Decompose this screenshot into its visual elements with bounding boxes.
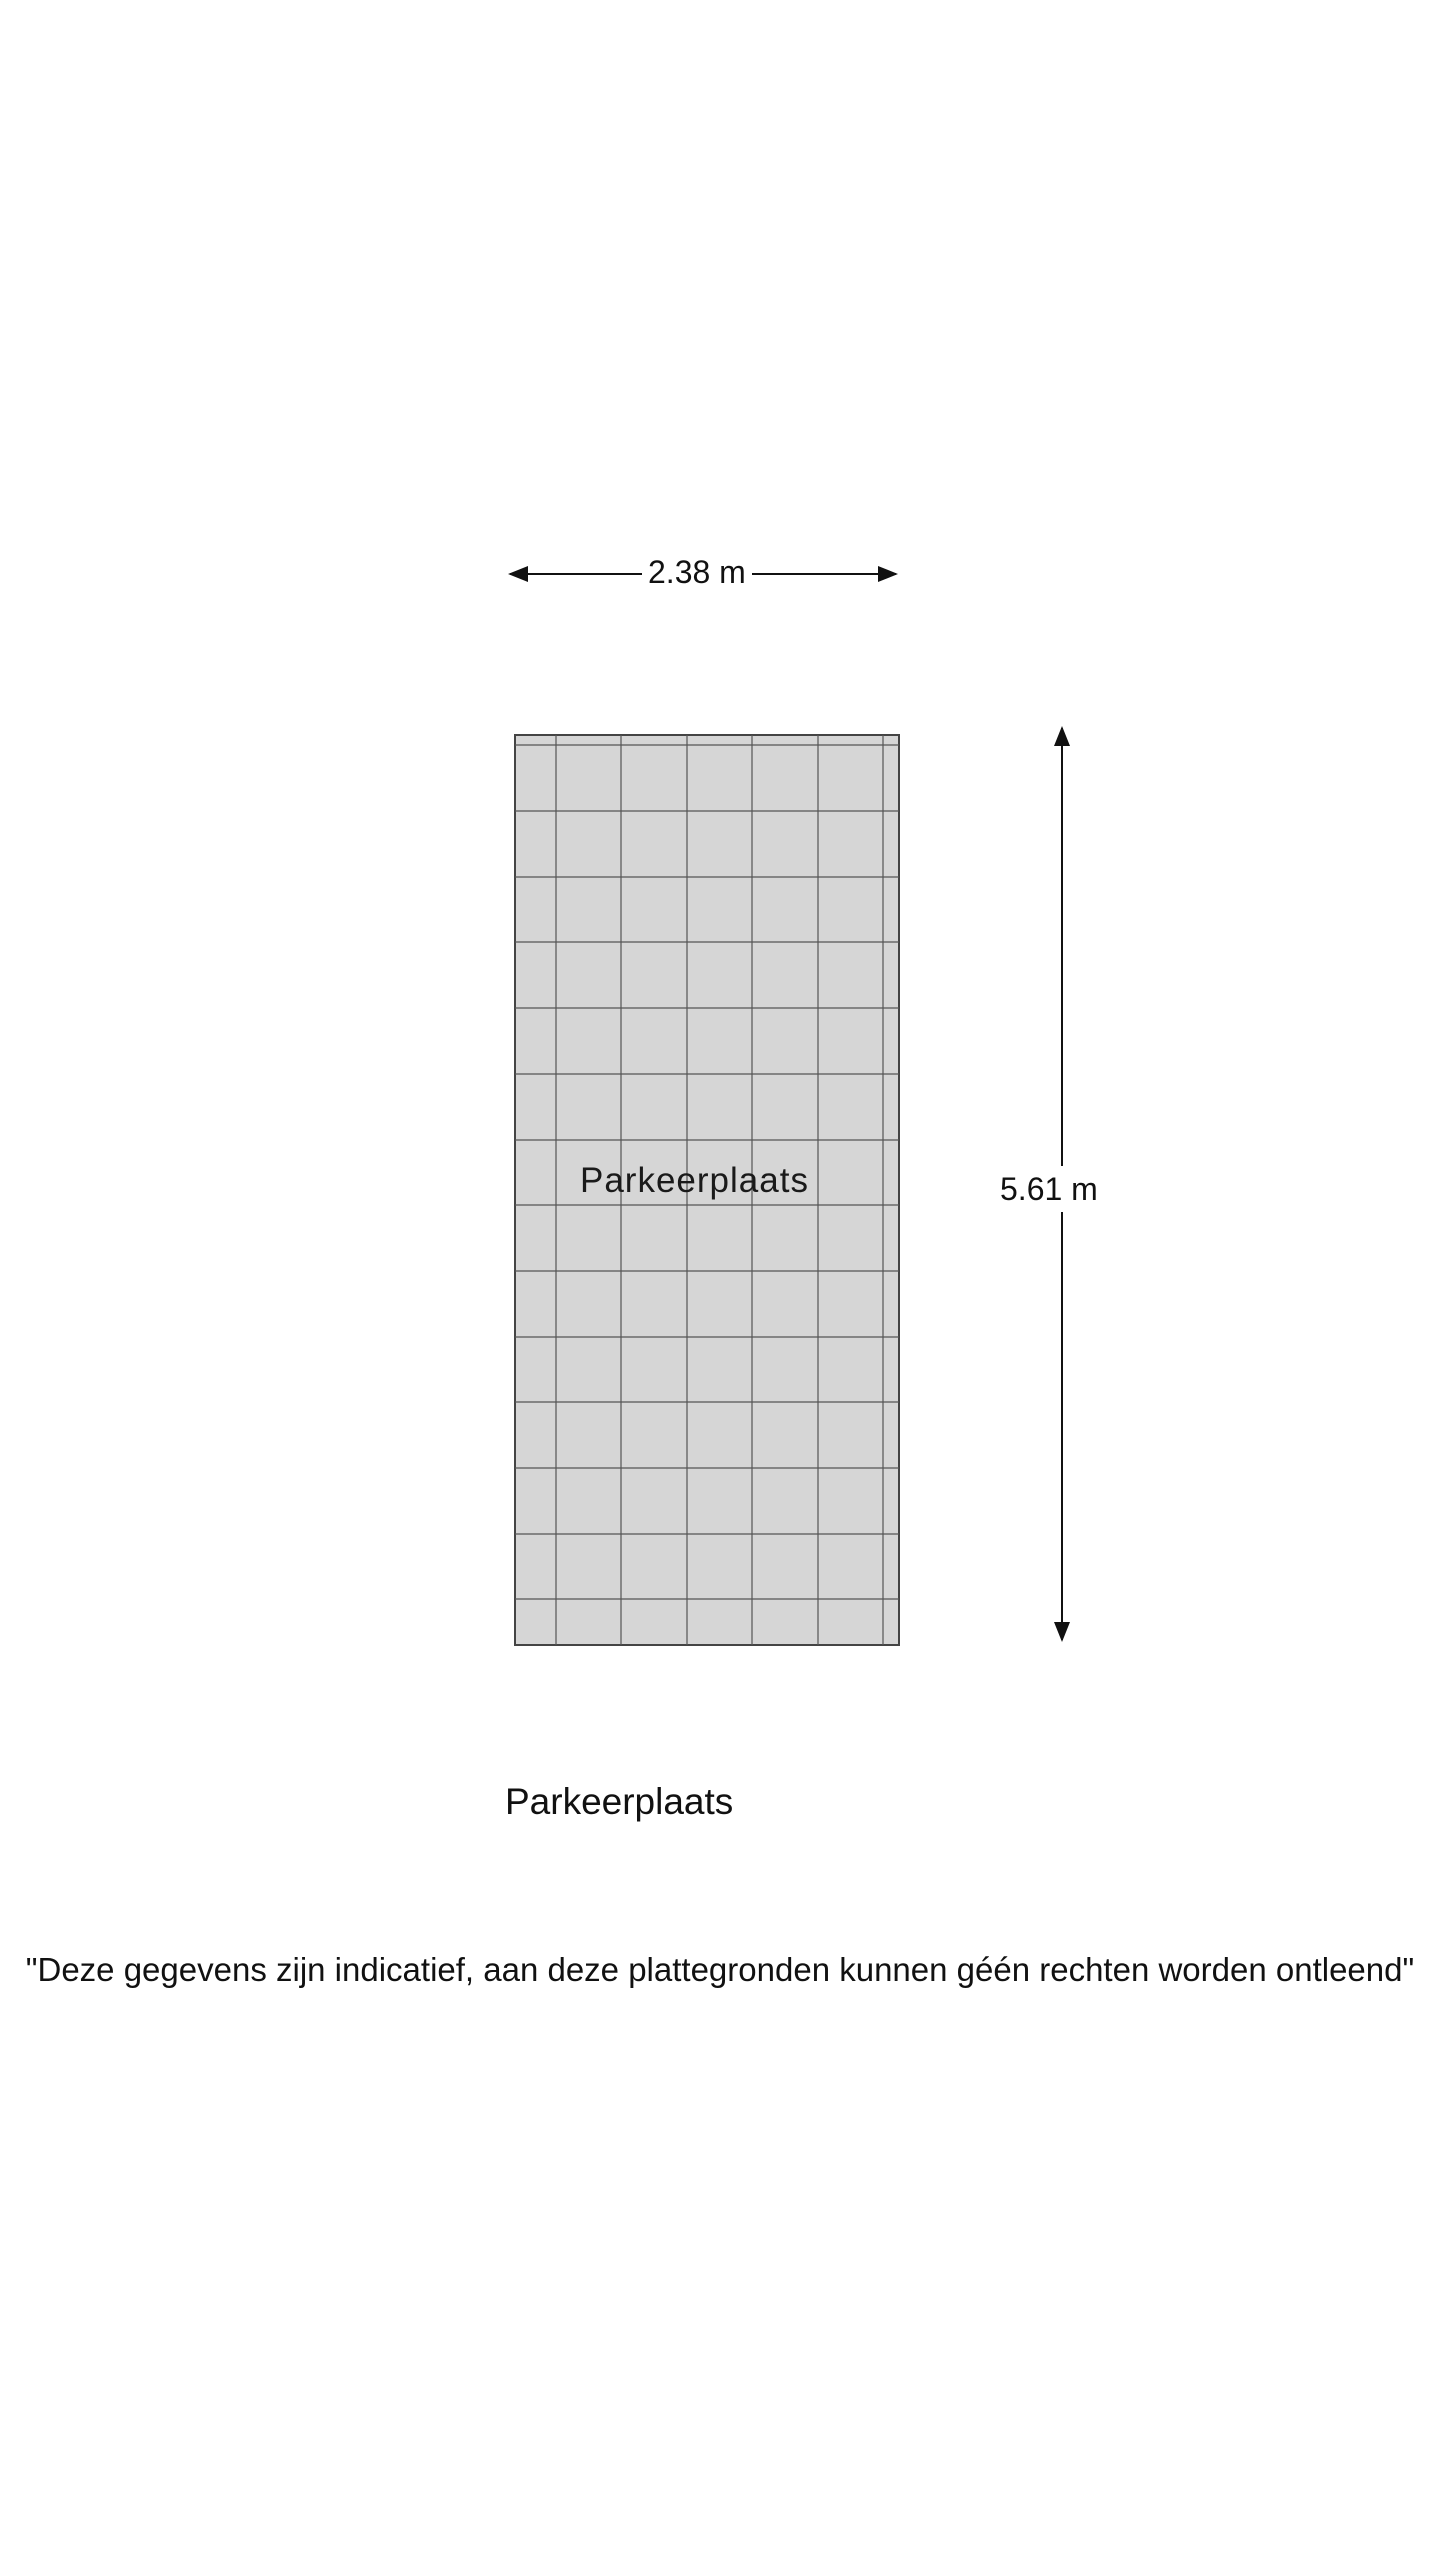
- width-dimension-label: 2.38 m: [642, 553, 752, 591]
- disclaimer-text: "Deze gegevens zijn indicatief, aan deze plattegronden kunnen géén rechten worden ontleend": [25, 1951, 1415, 1988]
- room-label: Parkeerplaats: [580, 1161, 809, 1200]
- height-dimension-label: 5.61 m: [1000, 1166, 1098, 1212]
- floor-title: Parkeerplaats: [505, 1781, 734, 1822]
